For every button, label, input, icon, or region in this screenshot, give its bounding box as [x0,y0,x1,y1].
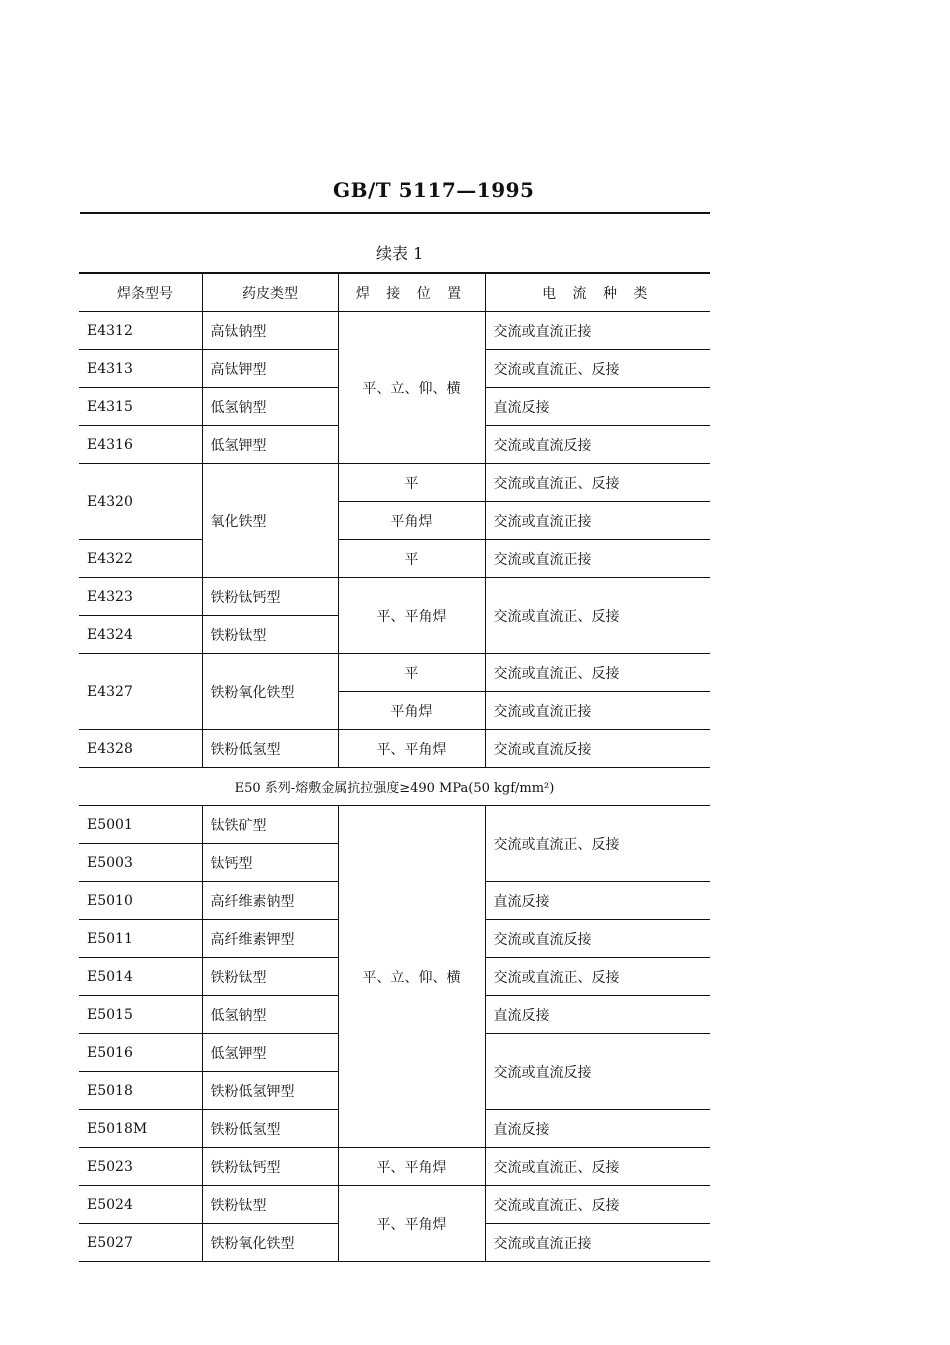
cell-position: 平角焊 [338,692,485,730]
cell-model: E5015 [79,996,202,1034]
cell-coating: 铁粉钛型 [202,616,338,654]
cell-model: E4313 [79,350,202,388]
cell-current: 直流反接 [485,996,710,1034]
header-coating: 药皮类型 [202,273,338,312]
header-position: 焊 接 位 置 [338,273,485,312]
cell-position: 平、平角焊 [338,1186,485,1262]
cell-coating: 铁粉钛钙型 [202,578,338,616]
document-code: GB/T 5117—1995 [333,178,535,202]
cell-current: 交流或直流正接 [485,312,710,350]
table-row [79,312,710,350]
cell-model: E4322 [79,540,202,578]
table-row [79,540,710,578]
cell-coating: 低氢钾型 [202,1034,338,1072]
cell-current: 直流反接 [485,1110,710,1148]
cell-current: 交流或直流反接 [485,1034,710,1110]
cell-model: E5014 [79,958,202,996]
cell-model: E5024 [79,1186,202,1224]
cell-coating: 高纤维素钾型 [202,920,338,958]
cell-position: 平、平角焊 [338,1148,485,1186]
cell-model: E4327 [79,654,202,730]
cell-current: 交流或直流正、反接 [485,578,710,654]
cell-model: E4315 [79,388,202,426]
cell-model: E4323 [79,578,202,616]
table-row [79,1148,710,1186]
cell-position: 平 [338,464,485,502]
cell-coating: 铁粉低氢型 [202,1110,338,1148]
cell-current: 交流或直流正、反接 [485,806,710,882]
cell-current: 交流或直流正接 [485,692,710,730]
table-caption: 续表 1 [376,244,424,263]
cell-current: 交流或直流反接 [485,426,710,464]
cell-current: 交流或直流正、反接 [485,1148,710,1186]
cell-coating: 氧化铁型 [202,464,338,578]
cell-coating: 钛铁矿型 [202,806,338,844]
table-row [79,1186,710,1224]
cell-coating: 高钛钠型 [202,312,338,350]
cell-position: 平角焊 [338,502,485,540]
table-header-row [79,273,710,312]
cell-position: 平、平角焊 [338,578,485,654]
cell-coating: 铁粉钛型 [202,1186,338,1224]
cell-model: E5003 [79,844,202,882]
cell-coating: 高钛钾型 [202,350,338,388]
group-e50-title: E50 系列-熔敷金属抗拉强度≥490 MPa(50 kgf/mm²) [79,768,710,806]
cell-current: 交流或直流正、反接 [485,654,710,692]
cell-current: 交流或直流正接 [485,1224,710,1262]
cell-position: 平、立、仰、横 [338,806,485,1148]
electrode-table [79,272,710,1262]
table-row [79,578,710,616]
header-current: 电 流 种 类 [485,273,710,312]
cell-model: E4316 [79,426,202,464]
cell-current: 交流或直流正、反接 [485,350,710,388]
cell-coating: 高纤维素钠型 [202,882,338,920]
cell-model: E5011 [79,920,202,958]
table-row [79,730,710,768]
header-model: 焊条型号 [79,273,202,312]
cell-model: E4328 [79,730,202,768]
cell-model: E5001 [79,806,202,844]
cell-current: 直流反接 [485,388,710,426]
cell-model: E5010 [79,882,202,920]
cell-model: E5018M [79,1110,202,1148]
cell-coating: 铁粉钛钙型 [202,1148,338,1186]
cell-model: E5018 [79,1072,202,1110]
cell-coating: 钛钙型 [202,844,338,882]
cell-coating: 低氢钠型 [202,996,338,1034]
table-row [79,464,710,502]
cell-coating: 铁粉氧化铁型 [202,654,338,730]
cell-current: 交流或直流正、反接 [485,464,710,502]
cell-coating: 低氢钠型 [202,388,338,426]
cell-model: E4324 [79,616,202,654]
cell-current: 交流或直流正、反接 [485,958,710,996]
cell-model: E5027 [79,1224,202,1262]
cell-model: E5023 [79,1148,202,1186]
cell-current: 交流或直流正接 [485,502,710,540]
cell-position: 平 [338,654,485,692]
cell-model: E4320 [79,464,202,540]
cell-position: 平 [338,540,485,578]
cell-current: 交流或直流正接 [485,540,710,578]
cell-coating: 低氢钾型 [202,426,338,464]
cell-current: 直流反接 [485,882,710,920]
cell-coating: 铁粉氧化铁型 [202,1224,338,1262]
cell-current: 交流或直流反接 [485,730,710,768]
cell-model: E5016 [79,1034,202,1072]
cell-coating: 铁粉低氢钾型 [202,1072,338,1110]
cell-model: E4312 [79,312,202,350]
cell-coating: 铁粉钛型 [202,958,338,996]
table-row [79,654,710,692]
header-rule [80,212,710,214]
group-header-row [79,768,710,806]
electrode-table-container [79,272,710,1252]
cell-coating: 铁粉低氢型 [202,730,338,768]
cell-current: 交流或直流反接 [485,920,710,958]
cell-position: 平、平角焊 [338,730,485,768]
table-row [79,806,710,844]
cell-position: 平、立、仰、横 [338,312,485,464]
cell-current: 交流或直流正、反接 [485,1186,710,1224]
